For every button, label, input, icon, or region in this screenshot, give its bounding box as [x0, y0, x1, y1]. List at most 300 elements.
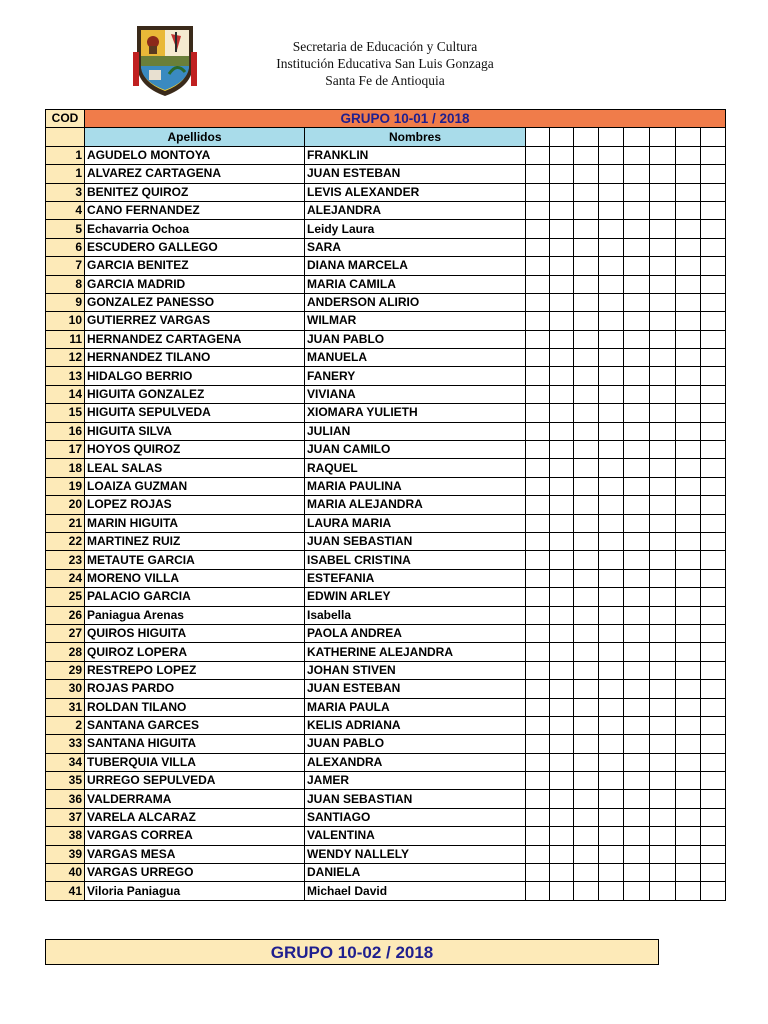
blank-cell	[650, 330, 676, 348]
blank-cell	[526, 128, 550, 146]
nombres-cell: DIANA MARCELA	[305, 257, 526, 275]
blank-cell	[624, 643, 650, 661]
blank-cell	[599, 293, 624, 311]
blank-cell	[526, 808, 550, 826]
nombres-header: Nombres	[305, 128, 526, 146]
blank-cell	[574, 330, 599, 348]
blank-cell	[676, 367, 701, 385]
blank-cell	[701, 827, 726, 845]
apellidos-cell: HIGUITA GONZALEZ	[85, 385, 305, 403]
blank-cell	[550, 146, 574, 164]
blank-cell	[624, 569, 650, 587]
blank-cell	[701, 735, 726, 753]
apellidos-cell: PALACIO GARCIA	[85, 588, 305, 606]
blank-cell	[624, 238, 650, 256]
table-row	[46, 643, 726, 661]
cod-cell: 10	[46, 312, 85, 330]
table-row	[46, 753, 726, 771]
blank-cell	[650, 716, 676, 734]
blank-cell	[526, 532, 550, 550]
cod-cell: 34	[46, 753, 85, 771]
blank-cell	[550, 569, 574, 587]
apellidos-cell: CANO FERNANDEZ	[85, 201, 305, 219]
blank-cell	[599, 588, 624, 606]
blank-cell	[624, 385, 650, 403]
cod-cell: 36	[46, 790, 85, 808]
blank-cell	[650, 293, 676, 311]
blank-cell	[599, 238, 624, 256]
cod-cell: 38	[46, 827, 85, 845]
blank-cell	[599, 514, 624, 532]
nombres-cell: MARIA ALEJANDRA	[305, 496, 526, 514]
blank-cell	[701, 716, 726, 734]
apellidos-cell: QUIROS HIGUITA	[85, 624, 305, 642]
blank-cell	[526, 220, 550, 238]
cod-cell: 12	[46, 349, 85, 367]
blank-cell	[701, 275, 726, 293]
blank-cell	[574, 827, 599, 845]
blank-cell	[650, 698, 676, 716]
apellidos-cell: GARCIA BENITEZ	[85, 257, 305, 275]
blank-cell	[526, 514, 550, 532]
blank-cell	[624, 312, 650, 330]
blank-cell	[526, 643, 550, 661]
table-row	[46, 183, 726, 201]
table-row	[46, 588, 726, 606]
blank-cell	[650, 459, 676, 477]
blank-cell	[624, 716, 650, 734]
apellidos-cell: LOAIZA GUZMAN	[85, 477, 305, 495]
blank-cell	[574, 882, 599, 900]
blank-cell	[599, 772, 624, 790]
blank-cell	[526, 864, 550, 882]
cod-cell: 8	[46, 275, 85, 293]
blank-cell	[624, 606, 650, 624]
blank-cell	[526, 257, 550, 275]
nombres-cell: PAOLA ANDREA	[305, 624, 526, 642]
apellidos-cell: BENITEZ QUIROZ	[85, 183, 305, 201]
blank-cell	[550, 441, 574, 459]
blank-cell	[650, 238, 676, 256]
table-row	[46, 551, 726, 569]
cod-cell: 18	[46, 459, 85, 477]
blank-cell	[701, 864, 726, 882]
blank-cell	[574, 698, 599, 716]
blank-cell	[526, 882, 550, 900]
blank-cell	[701, 238, 726, 256]
blank-cell	[701, 367, 726, 385]
blank-cell	[550, 404, 574, 422]
blank-cell	[550, 385, 574, 403]
blank-cell	[676, 496, 701, 514]
blank-cell	[676, 716, 701, 734]
table-row	[46, 864, 726, 882]
blank-cell	[599, 128, 624, 146]
table-row	[46, 882, 726, 900]
blank-cell	[574, 808, 599, 826]
blank-cell	[599, 845, 624, 863]
blank-cell	[574, 165, 599, 183]
blank-cell	[701, 753, 726, 771]
table-row	[46, 385, 726, 403]
blank-cell	[550, 845, 574, 863]
cod-cell: 4	[46, 201, 85, 219]
blank-cell	[574, 367, 599, 385]
table-row	[46, 790, 726, 808]
blank-cell	[676, 330, 701, 348]
blank-cell	[624, 624, 650, 642]
table-row	[46, 201, 726, 219]
blank-cell	[526, 845, 550, 863]
nombres-cell: ANDERSON ALIRIO	[305, 293, 526, 311]
blank-cell	[701, 551, 726, 569]
group-title-row	[46, 110, 726, 128]
blank-cell	[526, 201, 550, 219]
blank-cell	[624, 293, 650, 311]
blank-cell	[599, 349, 624, 367]
blank-cell	[550, 772, 574, 790]
table-row	[46, 220, 726, 238]
blank-cell	[624, 330, 650, 348]
blank-cell	[599, 385, 624, 403]
table-row	[46, 275, 726, 293]
blank-cell	[676, 238, 701, 256]
blank-cell	[526, 477, 550, 495]
blank-cell	[526, 385, 550, 403]
blank-cell	[550, 735, 574, 753]
blank-cell	[574, 128, 599, 146]
blank-cell	[676, 661, 701, 679]
nombres-cell: LAURA MARIA	[305, 514, 526, 532]
blank-cell	[676, 790, 701, 808]
table-row	[46, 514, 726, 532]
blank-cell	[650, 661, 676, 679]
blank-cell	[550, 753, 574, 771]
nombres-cell: ALEJANDRA	[305, 201, 526, 219]
blank-cell	[650, 165, 676, 183]
table-row	[46, 146, 726, 164]
blank-cell	[650, 367, 676, 385]
nombres-cell: KELIS ADRIANA	[305, 716, 526, 734]
blank-cell	[550, 808, 574, 826]
blank-cell	[574, 385, 599, 403]
blank-cell	[599, 864, 624, 882]
cod-cell: 20	[46, 496, 85, 514]
blank-cell	[701, 220, 726, 238]
blank-cell	[599, 220, 624, 238]
blank-cell	[574, 514, 599, 532]
blank-cell	[599, 367, 624, 385]
blank-cell	[599, 698, 624, 716]
nombres-cell: Michael David	[305, 882, 526, 900]
cod-cell: 33	[46, 735, 85, 753]
blank-cell	[701, 624, 726, 642]
blank-cell	[650, 128, 676, 146]
blank-cell	[701, 257, 726, 275]
blank-cell	[624, 808, 650, 826]
cod-cell: 28	[46, 643, 85, 661]
blank-cell	[701, 128, 726, 146]
blank-cell	[624, 201, 650, 219]
apellidos-cell: MORENO VILLA	[85, 569, 305, 587]
blank-cell	[624, 551, 650, 569]
cod-cell: 16	[46, 422, 85, 440]
column-header-row	[46, 128, 726, 146]
blank-cell	[650, 551, 676, 569]
blank-cell	[676, 845, 701, 863]
cod-cell: 17	[46, 441, 85, 459]
apellidos-cell: HERNANDEZ CARTAGENA	[85, 330, 305, 348]
nombres-cell: KATHERINE ALEJANDRA	[305, 643, 526, 661]
blank-cell	[574, 238, 599, 256]
apellidos-cell: MARIN HIGUITA	[85, 514, 305, 532]
cod-cell: 14	[46, 385, 85, 403]
blank-cell	[650, 275, 676, 293]
header-line-institucion: Institución Educativa San Luis Gonzaga	[276, 56, 494, 71]
table-row	[46, 569, 726, 587]
blank-cell	[624, 845, 650, 863]
blank-cell	[574, 422, 599, 440]
blank-cell	[599, 624, 624, 642]
blank-cell	[624, 496, 650, 514]
apellidos-cell: LEAL SALAS	[85, 459, 305, 477]
blank-cell	[574, 349, 599, 367]
blank-cell	[676, 532, 701, 550]
blank-cell	[676, 606, 701, 624]
blank-cell	[650, 183, 676, 201]
blank-cell	[650, 753, 676, 771]
nombres-cell: VALENTINA	[305, 827, 526, 845]
blank-cell	[550, 514, 574, 532]
blank-cell	[550, 496, 574, 514]
apellidos-cell: HIGUITA SILVA	[85, 422, 305, 440]
blank-cell	[650, 257, 676, 275]
blank-cell	[599, 201, 624, 219]
cod-cell: 23	[46, 551, 85, 569]
cod-cell: 6	[46, 238, 85, 256]
blank-cell	[574, 753, 599, 771]
table-row	[46, 404, 726, 422]
cod-cell: 3	[46, 183, 85, 201]
apellidos-cell: GONZALEZ PANESSO	[85, 293, 305, 311]
apellidos-cell: METAUTE GARCIA	[85, 551, 305, 569]
blank-cell	[676, 680, 701, 698]
blank-cell	[624, 588, 650, 606]
apellidos-cell: VARELA ALCARAZ	[85, 808, 305, 826]
blank-cell	[599, 275, 624, 293]
blank-cell	[624, 165, 650, 183]
blank-cell	[550, 330, 574, 348]
blank-cell	[624, 827, 650, 845]
next-group-title: GRUPO 10-02 / 2018	[45, 939, 659, 965]
table-row	[46, 808, 726, 826]
blank-cell	[526, 827, 550, 845]
blank-cell	[599, 569, 624, 587]
blank-cell	[574, 606, 599, 624]
blank-cell	[599, 735, 624, 753]
apellidos-cell: Echavarria Ochoa	[85, 220, 305, 238]
blank-cell	[599, 753, 624, 771]
apellidos-cell: ALVAREZ CARTAGENA	[85, 165, 305, 183]
blank-cell	[624, 772, 650, 790]
blank-cell	[650, 790, 676, 808]
cod-cell: 41	[46, 882, 85, 900]
blank-cell	[574, 201, 599, 219]
table-row	[46, 165, 726, 183]
table-row	[46, 477, 726, 495]
blank-cell	[526, 496, 550, 514]
blank-cell	[676, 404, 701, 422]
blank-cell	[676, 257, 701, 275]
blank-cell	[650, 606, 676, 624]
table-row	[46, 735, 726, 753]
blank-cell	[701, 201, 726, 219]
blank-cell	[676, 183, 701, 201]
blank-cell	[550, 422, 574, 440]
nombres-cell: JUAN PABLO	[305, 330, 526, 348]
blank-cell	[550, 238, 574, 256]
nombres-cell: MANUELA	[305, 349, 526, 367]
blank-cell	[599, 532, 624, 550]
blank-cell	[550, 661, 574, 679]
blank-cell	[701, 183, 726, 201]
blank-cell	[526, 441, 550, 459]
blank-cell	[574, 680, 599, 698]
blank-cell	[574, 772, 599, 790]
blank-cell	[526, 238, 550, 256]
blank-cell	[526, 183, 550, 201]
table-row	[46, 496, 726, 514]
blank-cell	[550, 790, 574, 808]
cod-cell: 25	[46, 588, 85, 606]
blank-cell	[650, 532, 676, 550]
blank-cell	[550, 312, 574, 330]
blank-cell	[550, 588, 574, 606]
blank-cell	[624, 477, 650, 495]
blank-cell	[676, 459, 701, 477]
blank-cell	[574, 790, 599, 808]
blank-cell	[650, 827, 676, 845]
blank-cell	[526, 146, 550, 164]
apellidos-cell: QUIROZ LOPERA	[85, 643, 305, 661]
blank-cell	[550, 716, 574, 734]
blank-cell	[676, 643, 701, 661]
blank-cell	[574, 477, 599, 495]
blank-cell	[650, 220, 676, 238]
apellidos-cell: ROLDAN TILANO	[85, 698, 305, 716]
apellidos-cell: SANTANA GARCES	[85, 716, 305, 734]
blank-cell	[701, 882, 726, 900]
cod-cell: 7	[46, 257, 85, 275]
blank-cell	[550, 532, 574, 550]
table-row	[46, 680, 726, 698]
cod-cell: 22	[46, 532, 85, 550]
blank-cell	[650, 441, 676, 459]
nombres-cell: JUAN PABLO	[305, 735, 526, 753]
blank-cell	[676, 128, 701, 146]
blank-cell	[599, 422, 624, 440]
blank-cell	[526, 275, 550, 293]
blank-cell	[701, 661, 726, 679]
blank-cell	[624, 790, 650, 808]
blank-cell	[574, 257, 599, 275]
blank-cell	[624, 514, 650, 532]
nombres-cell: WILMAR	[305, 312, 526, 330]
nombres-cell: JUAN ESTEBAN	[305, 680, 526, 698]
blank-cell	[526, 422, 550, 440]
apellidos-header: Apellidos	[85, 128, 305, 146]
blank-cell	[526, 661, 550, 679]
nombres-cell: XIOMARA YULIETH	[305, 404, 526, 422]
blank-cell	[676, 624, 701, 642]
blank-cell	[701, 532, 726, 550]
blank-cell	[574, 532, 599, 550]
blank-cell	[701, 680, 726, 698]
blank-cell	[650, 201, 676, 219]
blank-cell	[650, 680, 676, 698]
blank-cell	[624, 735, 650, 753]
blank-cell	[526, 367, 550, 385]
blank-cell	[701, 698, 726, 716]
blank-cell	[624, 459, 650, 477]
apellidos-cell: Paniagua Arenas	[85, 606, 305, 624]
school-crest-logo	[133, 22, 197, 98]
blank-cell	[599, 330, 624, 348]
blank-cell	[599, 496, 624, 514]
apellidos-cell: SANTANA HIGUITA	[85, 735, 305, 753]
blank-cell	[599, 312, 624, 330]
blank-cell	[574, 441, 599, 459]
group-title: GRUPO 10-01 / 2018	[85, 110, 726, 128]
blank-cell	[624, 753, 650, 771]
blank-cell	[526, 293, 550, 311]
nombres-cell: WENDY NALLELY	[305, 845, 526, 863]
blank-cell	[676, 441, 701, 459]
blank-cell	[676, 146, 701, 164]
blank-cell	[550, 349, 574, 367]
blank-cell	[526, 698, 550, 716]
blank-cell	[624, 220, 650, 238]
apellidos-cell: HIDALGO BERRIO	[85, 367, 305, 385]
cod-cell: 31	[46, 698, 85, 716]
student-list-table	[45, 109, 726, 901]
page-header	[0, 0, 768, 105]
blank-cell	[676, 422, 701, 440]
blank-cell	[676, 385, 701, 403]
blank-cell	[526, 349, 550, 367]
nombres-cell: JOHAN STIVEN	[305, 661, 526, 679]
blank-cell	[550, 293, 574, 311]
blank-cell	[574, 569, 599, 587]
blank-cell	[574, 551, 599, 569]
apellidos-cell: GARCIA MADRID	[85, 275, 305, 293]
blank-cell	[676, 864, 701, 882]
blank-cell	[526, 165, 550, 183]
header-line-secretaria: Secretaria de Educación y Cultura	[292, 39, 478, 54]
blank-cell	[550, 477, 574, 495]
nombres-cell: Leidy Laura	[305, 220, 526, 238]
blank-cell	[650, 385, 676, 403]
blank-cell	[676, 772, 701, 790]
blank-cell	[550, 459, 574, 477]
blank-cell	[574, 624, 599, 642]
nombres-cell: ALEXANDRA	[305, 753, 526, 771]
table-row	[46, 349, 726, 367]
blank-cell	[574, 183, 599, 201]
blank-cell	[550, 827, 574, 845]
blank-cell	[701, 606, 726, 624]
table-row	[46, 606, 726, 624]
